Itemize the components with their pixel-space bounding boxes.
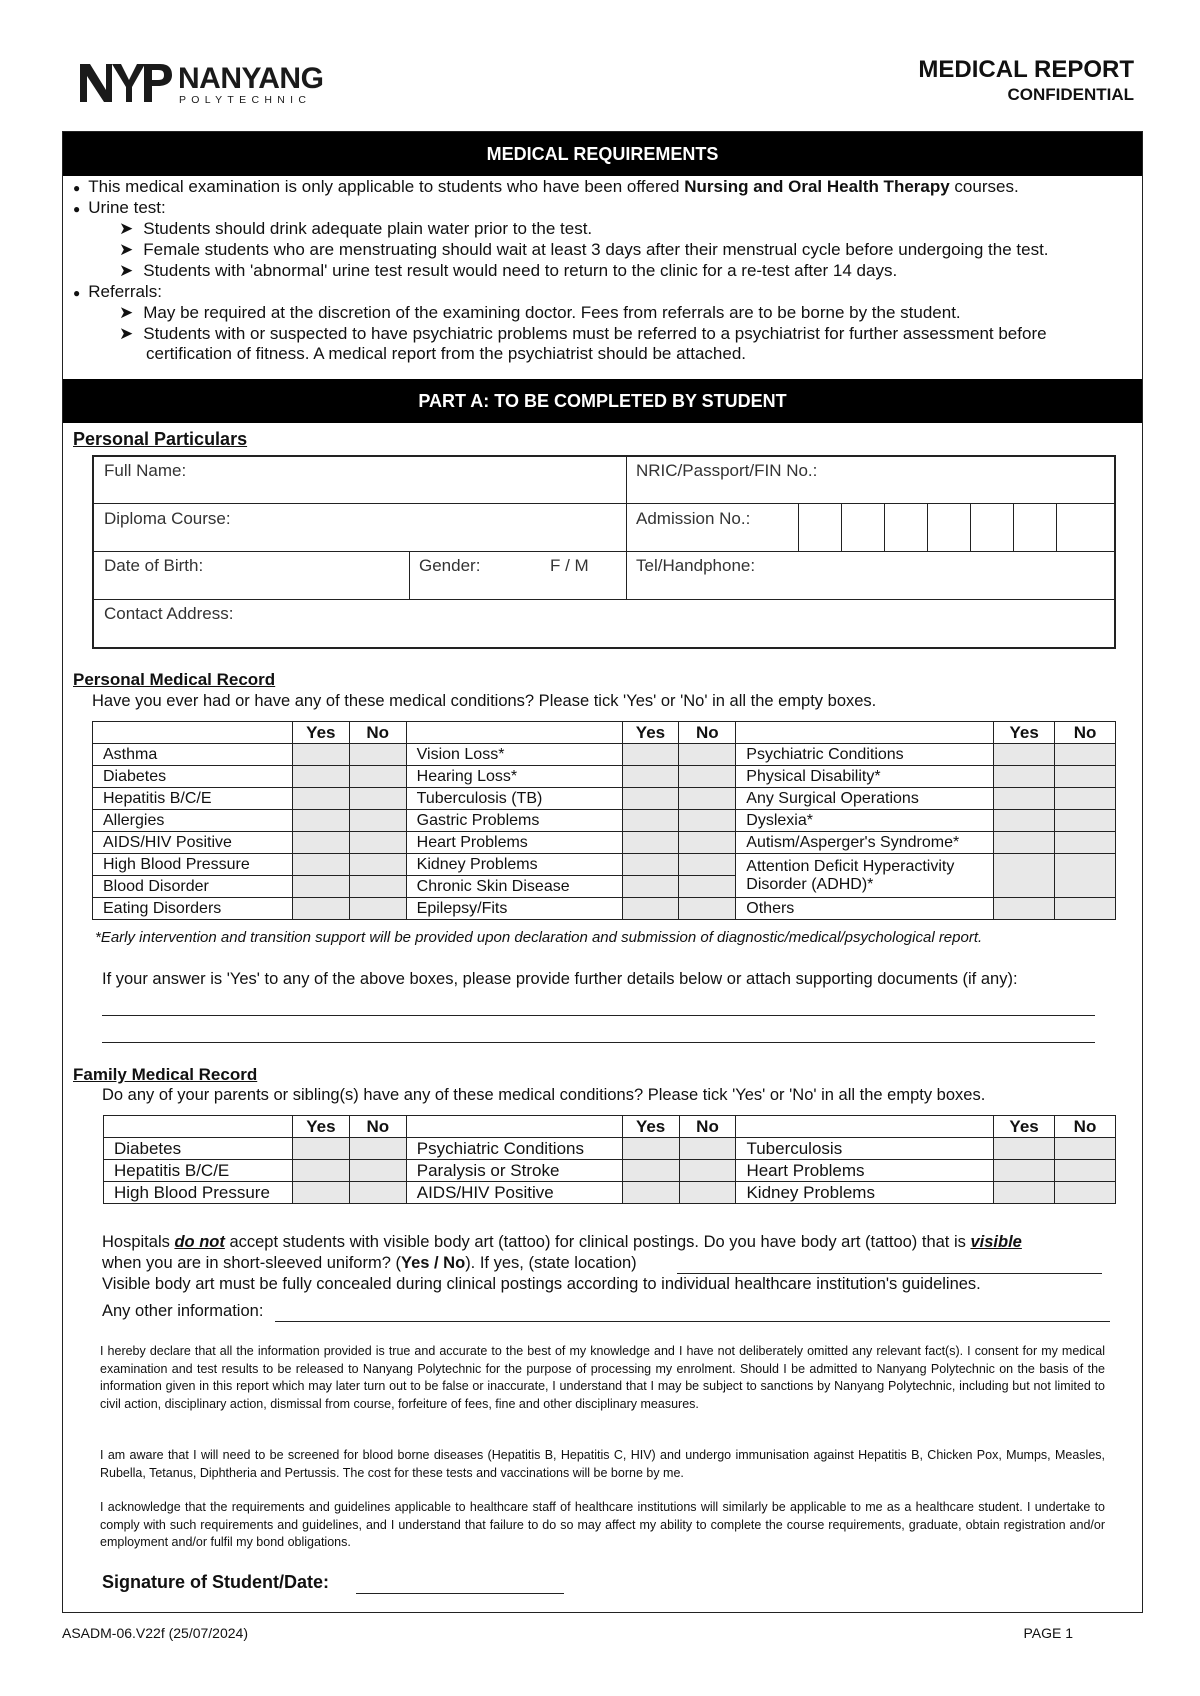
admission-box-divider [884, 503, 885, 551]
no-checkbox[interactable] [1055, 898, 1116, 920]
yes-header: Yes [994, 722, 1055, 744]
requirement-bullet-2 [73, 198, 166, 218]
condition-label: AIDS/HIV Positive [406, 1182, 622, 1204]
condition-label: Allergies [93, 810, 293, 832]
condition-label-adhd [736, 854, 994, 898]
condition-label: Tuberculosis [736, 1138, 994, 1160]
arrow-bullet-icon: ➤ [119, 261, 134, 280]
referral-item-2-text: Students with or suspected to have psychiatric problems must be referred to a psychiatrist for further assessment before [143, 324, 1047, 343]
declaration-paragraph-1: I hereby declare that all the information provided is true and accurate to the best of my knowledge and I have not deliberately omitted any relevant fact(s). I consent for my medical examination and test results to be released to Nanyang Polytechnic for the purpose of processing my enrolment. Should I be admitted to Nanyang Polytechnic on the basis of the information given in this report which may later turn out to be false or inaccurate, I understand that I may be subject to sanctions by Nanyang Polytechnic, including but not limited to civil action, disciplinary action, dismissal from course, forfeiture of fees, fine and other disciplinary measures. [100, 1344, 1105, 1411]
no-checkbox[interactable] [679, 832, 736, 854]
admission-box-divider [970, 503, 971, 551]
condition-label: Chronic Skin Disease [406, 876, 622, 898]
bullet-dot-icon: ● [73, 202, 81, 216]
family-medical-instruction: Do any of your parents or sibling(s) have any of these medical conditions? Please tick 'Yes' or 'No' in all the empty boxes. [102, 1086, 986, 1104]
no-checkbox[interactable] [1055, 810, 1116, 832]
no-checkbox[interactable] [1055, 744, 1116, 766]
condition-label: Dyslexia* [736, 810, 994, 832]
details-line-2[interactable] [102, 1042, 1095, 1043]
no-checkbox[interactable] [679, 1182, 736, 1204]
nyp-logo-mark-icon [78, 60, 174, 106]
tattoo-text: Hospitals [102, 1233, 175, 1251]
condition-label: Heart Problems [736, 1160, 994, 1182]
yes-checkbox[interactable] [622, 810, 679, 832]
condition-header [93, 722, 293, 744]
no-header: No [679, 722, 736, 744]
nric-field[interactable]: NRIC/Passport/FIN No.: [636, 461, 818, 480]
urine-test-label: Urine test: [88, 198, 166, 217]
diploma-course-field[interactable]: Diploma Course: [104, 509, 231, 528]
other-info-label: Any other information: [102, 1302, 264, 1320]
tattoo-line-3: Visible body art must be fully concealed during clinical postings according to individual healthcare institution's guidelines. [102, 1275, 981, 1293]
document-title [918, 56, 1134, 105]
yes-checkbox[interactable] [292, 788, 349, 810]
tel-handphone-field[interactable]: Tel/Handphone: [636, 556, 756, 575]
row-divider [94, 503, 1114, 504]
column-divider [626, 457, 627, 599]
visible-emphasis: visible [970, 1233, 1022, 1251]
urine-item-2-text: Female students who are menstruating should wait at least 3 days after their menstrual cycle before undergoing the test. [143, 240, 1049, 259]
part-a-heading: PART A: TO BE COMPLETED BY STUDENT [63, 379, 1142, 423]
condition-label: Any Surgical Operations [736, 788, 994, 810]
tattoo-text: when you are in short-sleeved uniform? ( [102, 1254, 401, 1272]
arrow-bullet-icon: ➤ [119, 324, 134, 343]
signature-label: Signature of Student/Date: [102, 1572, 330, 1592]
yes-checkbox[interactable] [292, 876, 349, 898]
no-checkbox[interactable] [679, 876, 736, 898]
personal-particulars-title: Personal Particulars [73, 429, 248, 449]
admission-box-divider [1056, 503, 1057, 551]
declaration-paragraph-3: I acknowledge that the requirements and guidelines applicable to healthcare staff of healthcare institutions will similarly be applicable to me as a healthcare student. I undertake to comply with such requirements and guidelines, and I understand that failure to do so may affect my ability to complete the course requirements, graduate, obtain registration and/or employment and/or fulfil my bond obligations. [100, 1500, 1105, 1550]
admission-box-divider [927, 503, 928, 551]
early-intervention-footnote: *Early intervention and transition support will be provided upon declaration and submission of diagnostic/medical/psychological report. [95, 929, 983, 946]
requirement-1-text: This medical examination is only applicable to students who have been offered [88, 177, 685, 196]
yes-checkbox[interactable] [292, 1138, 349, 1160]
no-checkbox[interactable] [1055, 1138, 1116, 1160]
yes-checkbox[interactable] [994, 810, 1055, 832]
condition-label: Asthma [93, 744, 293, 766]
condition-label: Psychiatric Conditions [406, 1138, 622, 1160]
no-header: No [679, 1116, 736, 1138]
no-checkbox[interactable] [349, 876, 406, 898]
personal-particulars-table [92, 455, 1116, 649]
referral-item-2-cont: certification of fitness. A medical report from the psychiatrist should be attached. [146, 344, 747, 363]
no-checkbox[interactable] [349, 898, 406, 920]
yes-checkbox[interactable] [622, 832, 679, 854]
yes-checkbox[interactable] [622, 766, 679, 788]
table-row [104, 1138, 1116, 1160]
condition-label: Diabetes [93, 766, 293, 788]
gender-options[interactable]: F / M [550, 556, 589, 575]
yes-checkbox[interactable] [622, 898, 679, 920]
yes-header: Yes [292, 1116, 349, 1138]
requirement-bullet-3 [73, 282, 162, 302]
admission-box-divider [1013, 503, 1014, 551]
gender-field: Gender: [419, 556, 481, 575]
column-divider [409, 551, 410, 599]
family-conditions-table [103, 1115, 1116, 1204]
no-checkbox[interactable] [679, 1138, 736, 1160]
yes-checkbox[interactable] [994, 898, 1055, 920]
no-checkbox[interactable] [679, 766, 736, 788]
yes-checkbox[interactable] [292, 766, 349, 788]
form-frame [62, 131, 1143, 1613]
no-checkbox[interactable] [679, 854, 736, 876]
full-name-field[interactable]: Full Name: [104, 461, 187, 480]
signature-line[interactable] [356, 1593, 564, 1594]
condition-label: Tuberculosis (TB) [406, 788, 622, 810]
admission-box-divider [841, 503, 842, 551]
yes-checkbox[interactable] [292, 854, 349, 876]
table-row [93, 788, 1116, 810]
do-not-emphasis: do not [174, 1233, 225, 1251]
table-row [93, 810, 1116, 832]
table-row [93, 898, 1116, 920]
yes-header: Yes [292, 722, 349, 744]
details-line-1[interactable] [102, 1015, 1095, 1016]
medical-requirements-heading: MEDICAL REQUIREMENTS [63, 132, 1142, 176]
adhd-line-2: Disorder (ADHD)* [746, 875, 874, 893]
date-of-birth-field[interactable]: Date of Birth: [104, 556, 204, 575]
no-checkbox[interactable] [1055, 788, 1116, 810]
yes-checkbox[interactable] [994, 1182, 1055, 1204]
tattoo-text: accept students with visible body art (tattoo) for clinical postings. Do you have body art (tattoo) that is [224, 1233, 971, 1251]
condition-label: High Blood Pressure [104, 1182, 293, 1204]
condition-label: Gastric Problems [406, 810, 622, 832]
no-checkbox[interactable] [349, 1182, 406, 1204]
yes-header: Yes [622, 1116, 679, 1138]
no-checkbox[interactable] [349, 788, 406, 810]
urine-item-3 [119, 261, 897, 281]
arrow-bullet-icon: ➤ [119, 240, 134, 259]
declaration-paragraph-2: I am aware that I will need to be screened for blood borne diseases (Hepatitis B, Hepatitis C, HIV) and undergo immunisation against Hepatitis B, Chicken Pox, Mumps, Measles, Rubella, Tetanus, Diphtheria and Pertussis. The cost for these tests and vaccinations will be borne by me. [100, 1448, 1105, 1480]
no-checkbox[interactable] [349, 744, 406, 766]
table-row [93, 766, 1116, 788]
condition-label: Kidney Problems [736, 1182, 994, 1204]
requirement-bullet-1 [73, 177, 1019, 197]
tattoo-line-1 [102, 1233, 1022, 1252]
requirement-1-courses: Nursing and Oral Health Therapy [684, 177, 950, 196]
referral-item-1-text: May be required at the discretion of the examining doctor. Fees from referrals are to be borne by the student. [143, 303, 961, 322]
yes-checkbox[interactable] [994, 1160, 1055, 1182]
yes-checkbox[interactable] [292, 898, 349, 920]
condition-header [104, 1116, 293, 1138]
yes-checkbox[interactable] [622, 1182, 679, 1204]
table-header-row [93, 722, 1116, 744]
tattoo-text: ). If yes, (state location) [465, 1254, 637, 1272]
personal-medical-instruction: Have you ever had or have any of these medical conditions? Please tick 'Yes' or 'No' in all the empty boxes. [92, 692, 877, 710]
no-checkbox[interactable] [679, 898, 736, 920]
yes-checkbox[interactable] [622, 876, 679, 898]
yes-checkbox[interactable] [622, 1160, 679, 1182]
yes-header: Yes [622, 722, 679, 744]
other-info-line[interactable] [275, 1321, 1110, 1322]
yes-checkbox[interactable] [622, 1138, 679, 1160]
details-prompt: If your answer is 'Yes' to any of the above boxes, please provide further details below or attach supporting documents (if any): [102, 970, 1018, 988]
tattoo-location-line[interactable] [677, 1273, 1102, 1274]
condition-label: Hearing Loss* [406, 766, 622, 788]
family-medical-record-title: Family Medical Record [73, 1065, 258, 1084]
condition-label: Eating Disorders [93, 898, 293, 920]
yes-checkbox[interactable] [292, 1182, 349, 1204]
no-checkbox[interactable] [349, 1160, 406, 1182]
logo-subtitle: POLYTECHNIC [179, 94, 312, 106]
no-checkbox[interactable] [679, 810, 736, 832]
requirement-1-end: courses. [949, 177, 1019, 196]
yes-checkbox[interactable] [622, 788, 679, 810]
yes-checkbox[interactable] [994, 832, 1055, 854]
condition-label: AIDS/HIV Positive [93, 832, 293, 854]
condition-label: Blood Disorder [93, 876, 293, 898]
condition-label: Heart Problems [406, 832, 622, 854]
yes-checkbox[interactable] [994, 744, 1055, 766]
table-row [104, 1182, 1116, 1204]
yes-checkbox[interactable] [994, 1138, 1055, 1160]
yes-checkbox[interactable] [292, 810, 349, 832]
yes-checkbox[interactable] [994, 788, 1055, 810]
adhd-line-1: Attention Deficit Hyperactivity [746, 857, 955, 875]
condition-label: Kidney Problems [406, 854, 622, 876]
referral-item-2 [119, 324, 1047, 344]
no-header: No [349, 722, 406, 744]
no-checkbox[interactable] [349, 854, 406, 876]
condition-label: High Blood Pressure [93, 854, 293, 876]
no-checkbox[interactable] [349, 810, 406, 832]
table-row [93, 854, 1116, 876]
urine-item-3-text: Students with 'abnormal' urine test result would need to return to the clinic for a re-test after 14 days. [143, 261, 898, 280]
no-checkbox[interactable] [679, 788, 736, 810]
condition-header [736, 722, 994, 744]
yes-no-option[interactable]: Yes / No [400, 1254, 466, 1272]
yes-checkbox[interactable] [622, 854, 679, 876]
no-checkbox[interactable] [349, 766, 406, 788]
table-row [93, 832, 1116, 854]
no-checkbox[interactable] [1055, 854, 1116, 898]
no-header: No [1055, 722, 1116, 744]
no-checkbox[interactable] [1055, 766, 1116, 788]
arrow-bullet-icon: ➤ [119, 303, 134, 322]
yes-header: Yes [994, 1116, 1055, 1138]
personal-medical-record-title: Personal Medical Record [73, 670, 276, 689]
condition-label: Hepatitis B/C/E [104, 1160, 293, 1182]
no-checkbox[interactable] [679, 744, 736, 766]
bullet-dot-icon: ● [73, 181, 81, 195]
no-header: No [349, 1116, 406, 1138]
no-checkbox[interactable] [679, 1160, 736, 1182]
contact-address-field[interactable]: Contact Address: [104, 604, 234, 623]
form-code: ASADM-06.V22f (25/07/2024) [62, 1625, 248, 1641]
no-checkbox[interactable] [349, 832, 406, 854]
condition-label: Paralysis or Stroke [406, 1160, 622, 1182]
condition-header [736, 1116, 994, 1138]
condition-label: Psychiatric Conditions [736, 744, 994, 766]
no-checkbox[interactable] [349, 1138, 406, 1160]
logo-name: NANYANG [178, 62, 324, 95]
condition-label: Vision Loss* [406, 744, 622, 766]
condition-label: Autism/Asperger's Syndrome* [736, 832, 994, 854]
table-row [93, 744, 1116, 766]
yes-checkbox[interactable] [622, 744, 679, 766]
page-number: PAGE 1 [1023, 1625, 1073, 1641]
row-divider [94, 551, 1114, 552]
yes-checkbox[interactable] [292, 1160, 349, 1182]
condition-label: Hepatitis B/C/E [93, 788, 293, 810]
admission-no-field[interactable]: Admission No.: [636, 509, 751, 528]
condition-label: Others [736, 898, 994, 920]
urine-item-2 [119, 240, 1049, 260]
yes-checkbox[interactable] [292, 744, 349, 766]
referrals-label: Referrals: [88, 282, 162, 301]
confidential-label: CONFIDENTIAL [1007, 85, 1134, 104]
row-divider [94, 599, 1114, 600]
no-header: No [1055, 1116, 1116, 1138]
condition-header [406, 722, 622, 744]
condition-label: Diabetes [104, 1138, 293, 1160]
no-checkbox[interactable] [1055, 832, 1116, 854]
yes-checkbox[interactable] [292, 832, 349, 854]
no-checkbox[interactable] [1055, 1182, 1116, 1204]
urine-item-1-text: Students should drink adequate plain water prior to the test. [143, 219, 593, 238]
yes-checkbox[interactable] [994, 766, 1055, 788]
personal-conditions-table [92, 721, 1116, 920]
no-checkbox[interactable] [1055, 1160, 1116, 1182]
urine-item-1 [119, 219, 592, 239]
condition-label: Physical Disability* [736, 766, 994, 788]
condition-header [406, 1116, 622, 1138]
bullet-dot-icon: ● [73, 286, 81, 300]
table-row [104, 1160, 1116, 1182]
yes-checkbox[interactable] [994, 854, 1055, 898]
admission-box-divider [798, 503, 799, 551]
report-title: MEDICAL REPORT [918, 56, 1134, 83]
arrow-bullet-icon: ➤ [119, 219, 134, 238]
tattoo-line-2 [102, 1254, 637, 1273]
condition-label: Epilepsy/Fits [406, 898, 622, 920]
table-header-row [104, 1116, 1116, 1138]
nyp-logo [78, 60, 328, 110]
referral-item-1 [119, 303, 961, 323]
